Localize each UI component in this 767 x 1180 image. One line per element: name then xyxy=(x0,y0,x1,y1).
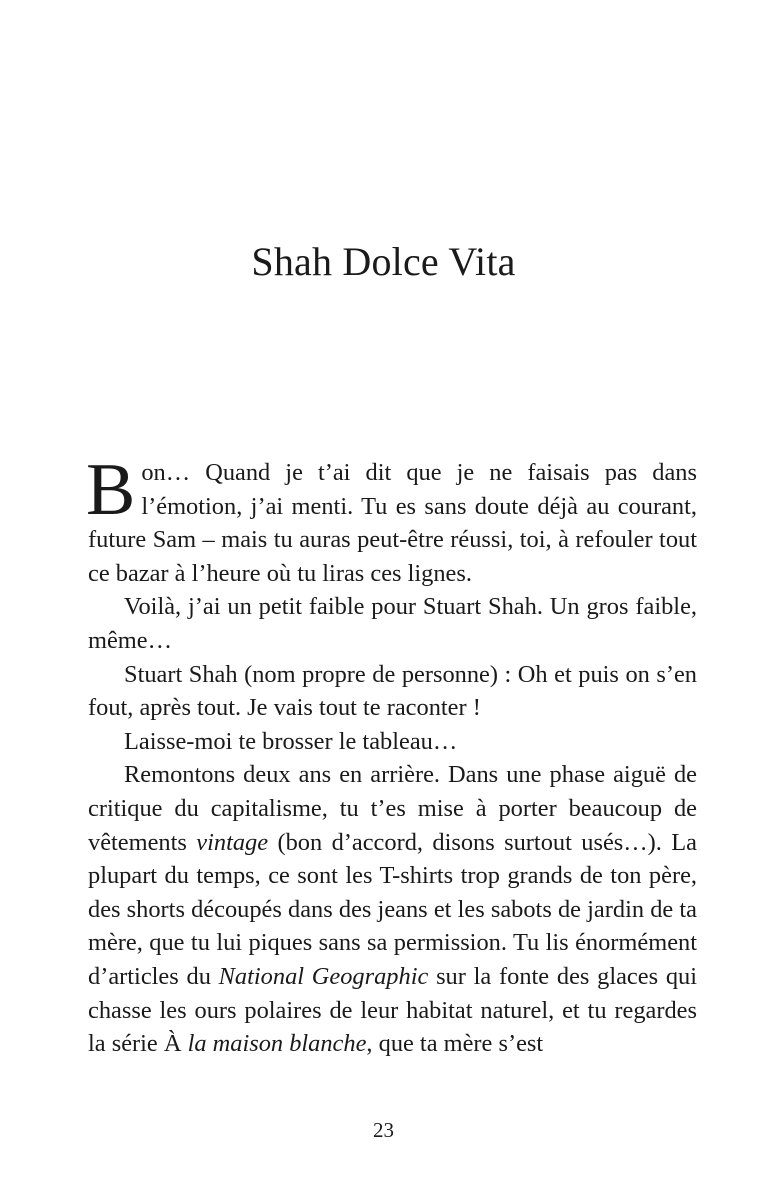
paragraph-5 xyxy=(88,758,697,1060)
paragraph-5-italic-vintage: vintage xyxy=(196,828,269,856)
paragraph-5-italic-magazine: National Geographic xyxy=(218,962,429,990)
paragraph-4: Laisse-moi te brosser le tableau… xyxy=(124,727,458,755)
paragraph-5-text-g: , que ta mère s’est xyxy=(366,1030,544,1058)
paragraph-1 xyxy=(86,449,697,590)
paragraph-3: Stuart Shah (nom propre de personne) : Oh et puis on s’en fout, après tout. Je vais tout te raconter ! xyxy=(88,660,697,722)
paragraph-5-text-c: (bon d’accord, disons surtout usés…). La plupart du temps, ce sont les T-shirts trop grands de ton père, des shorts découpés dans des jeans et les sabots de jardin de ta mère, que tu lui piques sans sa permission. Tu lis énormément d’articles du xyxy=(88,828,697,990)
paragraph-5-text-a: Remontons deux ans en arrière. Dans une phase aiguë de critique du capitalisme, tu t’es mise à porter beaucoup de vêtements xyxy=(88,761,697,856)
drop-cap: B xyxy=(86,449,136,531)
paragraph-2: Voilà, j’ai un petit faible pour Stuart Shah. Un gros faible, même… xyxy=(88,593,697,654)
body-text xyxy=(86,449,698,1061)
paragraph-5-text-e: sur la fonte des glaces qui chasse les ours polaires de leur habitat naturel, et tu regardes la série À xyxy=(88,962,698,1058)
page-number: 23 xyxy=(373,1118,394,1142)
chapter-title: Shah Dolce Vita xyxy=(251,239,516,284)
paragraph-5-italic-series: la maison blanche xyxy=(187,1030,367,1058)
paragraph-1-text: on… Quand je t’ai dit que je ne faisais pas dans l’émotion, j’ai menti. Tu es sans doute déjà au courant, future Sam – mais tu auras peut-être réussi, toi, à refouler tout ce bazar à l’heure où tu liras ces lignes. xyxy=(88,459,697,587)
